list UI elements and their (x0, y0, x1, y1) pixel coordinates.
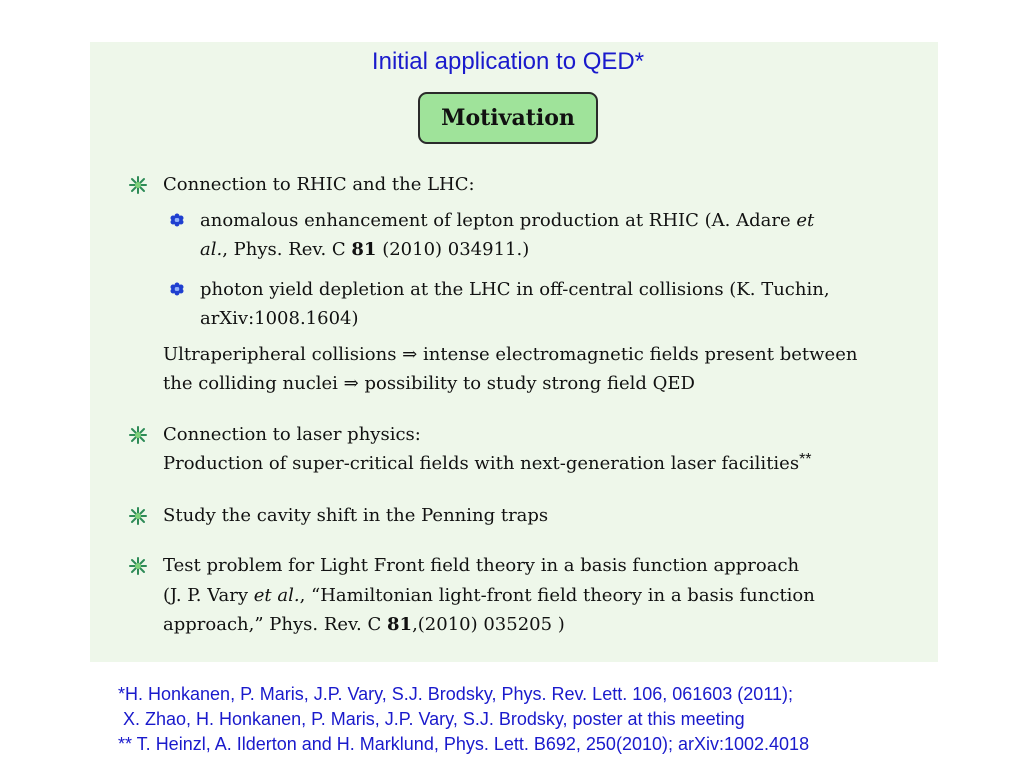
snowflake-bullet-icon (128, 425, 148, 445)
subitem-1-line-2: al., Phys. Rev. C 81 (2010) 034911.) (200, 239, 530, 260)
subitem-1-line-1: anomalous enhancement of lepton production at RHIC (A. Adare et (200, 210, 815, 231)
blue-flower-bullet-icon (170, 213, 184, 227)
item-1-note-line-2: the colliding nuclei ⇒ possibility to study strong field QED (163, 373, 695, 394)
page-title: Initial application to QED* (371, 48, 645, 75)
item-4-line-2: (J. P. Vary et al., “Hamiltonian light-front field theory in a basis function (163, 585, 815, 606)
motivation-box (418, 92, 598, 144)
motivation-label: Motivation (441, 105, 575, 131)
footnote-line: X. Zhao, H. Honkanen, P. Maris, J.P. Vary, S.J. Brodsky, poster at this meeting (118, 709, 745, 729)
footnote-line: ** T. Heinzl, A. Ilderton and H. Marklund, Phys. Lett. B692, 250(2010); arXiv:1002.4018 (118, 734, 810, 754)
subitem-2-line-1: photon yield depletion at the LHC in off-central collisions (K. Tuchin, (200, 279, 830, 300)
item-2-line-1: Connection to laser physics: (163, 424, 421, 445)
snowflake-bullet-icon (128, 556, 148, 576)
footnotes (118, 682, 809, 757)
footnote-line: *H. Honkanen, P. Maris, J.P. Vary, S.J. Brodsky, Phys. Rev. Lett. 106, 061603 (2011); (118, 684, 793, 704)
item-1-note-line-1: Ultraperipheral collisions ⇒ intense electromagnetic fields present between (163, 344, 858, 365)
blue-flower-bullet-icon (170, 282, 184, 296)
item-2-line-2: Production of super-critical fields with next-generation laser facilities** (163, 451, 812, 474)
snowflake-bullet-icon (128, 506, 148, 526)
subitem-2-line-2: arXiv:1008.1604) (200, 308, 359, 329)
item-3-line-1: Study the cavity shift in the Penning traps (163, 505, 549, 526)
snowflake-bullet-icon (128, 175, 148, 195)
item-4-line-1: Test problem for Light Front field theory in a basis function approach (163, 555, 800, 576)
item-1-text: Connection to RHIC and the LHC: (163, 174, 475, 195)
item-4-line-3: approach,” Phys. Rev. C 81,(2010) 035205 ) (163, 614, 565, 635)
